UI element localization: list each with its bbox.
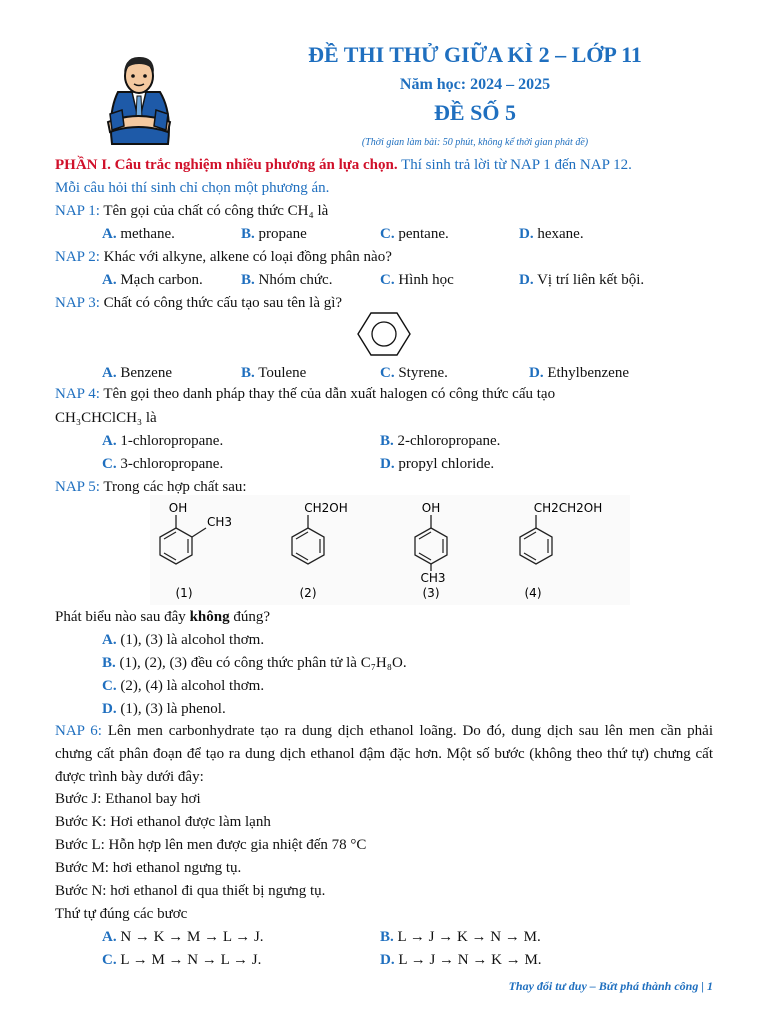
option-a[interactable]: A. 1-chloropropane. [102, 433, 224, 449]
question-text: Lên men carbonhydrate tạo ra dung dịch ethanol loãng. Do đó, dung dịch sau lên men cần phải chưng cất phân đoạn để tạo ra dung dịch ethanol đậm đặc hơn. Một số bước (không theo thứ tự) chưng cất được trình bày dưới đây: [55, 723, 713, 785]
time-note: (Thời gian làm bài: 50 phút, không kể thời gian phát đề) [361, 137, 589, 148]
question-label: NAP 3: [55, 295, 100, 311]
question-text: Tên gọi của chất có công thức CH₄ là [99, 203, 329, 219]
ch3-label: CH3 [207, 515, 233, 529]
structure-number: (3) [422, 586, 440, 600]
option-b[interactable]: B. 2-chloropropane. [380, 433, 501, 449]
question-label: NAP 6: [55, 723, 102, 739]
step-k: Bước K: Hơi ethanol được làm lạnh [55, 814, 271, 830]
ch2oh-label: CH2OH [304, 501, 348, 515]
question-label: NAP 1: [55, 203, 100, 219]
structure-number: (1) [175, 586, 193, 600]
question-6-prompt: Thứ tự đúng các bươc [55, 906, 188, 922]
option-b[interactable]: B. propane [241, 226, 307, 242]
question-text: Khác với alkyne, alkene có loại đồng phân nào? [99, 249, 392, 265]
question-text: Tên gọi theo danh pháp thay thế của dẫn xuất halogen có công thức cấu tạo [99, 386, 556, 402]
step-m: Bước M: hơi ethanol ngưng tụ. [55, 860, 242, 876]
question-5-prompt: Phát biểu nào sau đây không đúng? [55, 609, 271, 625]
page-number: 1 [707, 979, 713, 993]
option-d[interactable]: D. hexane. [519, 226, 584, 242]
question-text: Trong các hợp chất sau: [99, 479, 247, 495]
part1-heading: PHẦN I. Câu trắc nghiệm nhiều phương án lựa chọn. [55, 157, 398, 173]
question-text: Chất có công thức cấu tạo sau tên là gì? [99, 295, 343, 311]
question-5 [55, 477, 247, 497]
option-d[interactable]: D. L → J → N → K → M. [380, 952, 542, 968]
question-6 [55, 720, 713, 789]
question-label: NAP 2: [55, 249, 100, 265]
option-c[interactable]: C. (2), (4) là alcohol thơm. [102, 678, 265, 694]
option-d[interactable]: D. (1), (3) là phenol. [102, 701, 226, 717]
ch2ch2oh-label: CH2CH2OH [533, 501, 603, 515]
school-year: Năm học: 2024 – 2025 [399, 76, 551, 93]
question-1 [55, 201, 328, 221]
option-d[interactable]: D. Vị trí liên kết bội. [519, 272, 645, 288]
exam-number: ĐỀ SỐ 5 [434, 100, 516, 125]
option-b[interactable]: B. L → J → K → N → M. [380, 929, 541, 945]
oh-label: OH [421, 501, 441, 515]
option-a[interactable]: A. (1), (3) là alcohol thơm. [102, 632, 265, 648]
step-n: Bước N: hơi ethanol đi qua thiết bị ngưng tụ. [55, 883, 326, 899]
question-2 [55, 247, 392, 267]
option-c[interactable]: C. Hình học [380, 272, 454, 288]
structure-number: (2) [299, 586, 317, 600]
option-a[interactable]: A. methane. [102, 226, 175, 242]
option-b[interactable]: B. (1), (2), (3) đều có công thức phân tử là C₇H₈O. [102, 655, 407, 671]
option-c[interactable]: C. pentane. [380, 226, 449, 242]
question-4-formula: CH₃CHClCH₃ là [55, 410, 157, 426]
question-4 [55, 383, 713, 406]
compound-structures-figure [150, 495, 630, 605]
footer-slogan: Thay đổi tư duy – Bứt phá thành công [508, 979, 699, 993]
exam-title: ĐỀ THI THỬ GIỮA KÌ 2 – LỚP 11 [308, 42, 642, 67]
structure-number: (4) [524, 586, 542, 600]
option-c[interactable]: C. 3-chloropropane. [102, 456, 224, 472]
option-c[interactable]: C. Styrene. [380, 365, 448, 381]
footer-separator: | [698, 979, 707, 993]
option-b[interactable]: B. Toulene [241, 365, 307, 381]
page-footer [509, 979, 713, 994]
option-a[interactable]: A. N → K → M → L → J. [102, 929, 264, 945]
option-a[interactable]: A. Mạch carbon. [102, 272, 203, 288]
ch3-label: CH3 [420, 571, 446, 585]
step-j: Bước J: Ethanol bay hơi [55, 791, 201, 807]
part1-heading-line [55, 155, 632, 175]
option-a[interactable]: A. Benzene [102, 365, 172, 381]
question-label: NAP 4: [55, 386, 100, 402]
question-3 [55, 293, 342, 313]
option-d[interactable]: D. Ethylbenzene [529, 365, 629, 381]
option-d[interactable]: D. propyl chloride. [380, 456, 495, 472]
option-c[interactable]: C. L → M → N → L → J. [102, 952, 262, 968]
teacher-mascot-illustration [98, 52, 180, 148]
oh-label: OH [168, 501, 188, 515]
benzene-structure-icon [356, 310, 412, 358]
step-l: Bước L: Hỗn hợp lên men được gia nhiệt đến 78 °C [55, 837, 367, 853]
part1-instruction: Thí sinh trả lời từ NAP 1 đến NAP 12. [397, 157, 632, 173]
part1-instruction-2: Mỗi câu hỏi thí sinh chỉ chọn một phương án. [55, 180, 330, 196]
option-b[interactable]: B. Nhóm chức. [241, 272, 333, 288]
question-label: NAP 5: [55, 479, 100, 495]
